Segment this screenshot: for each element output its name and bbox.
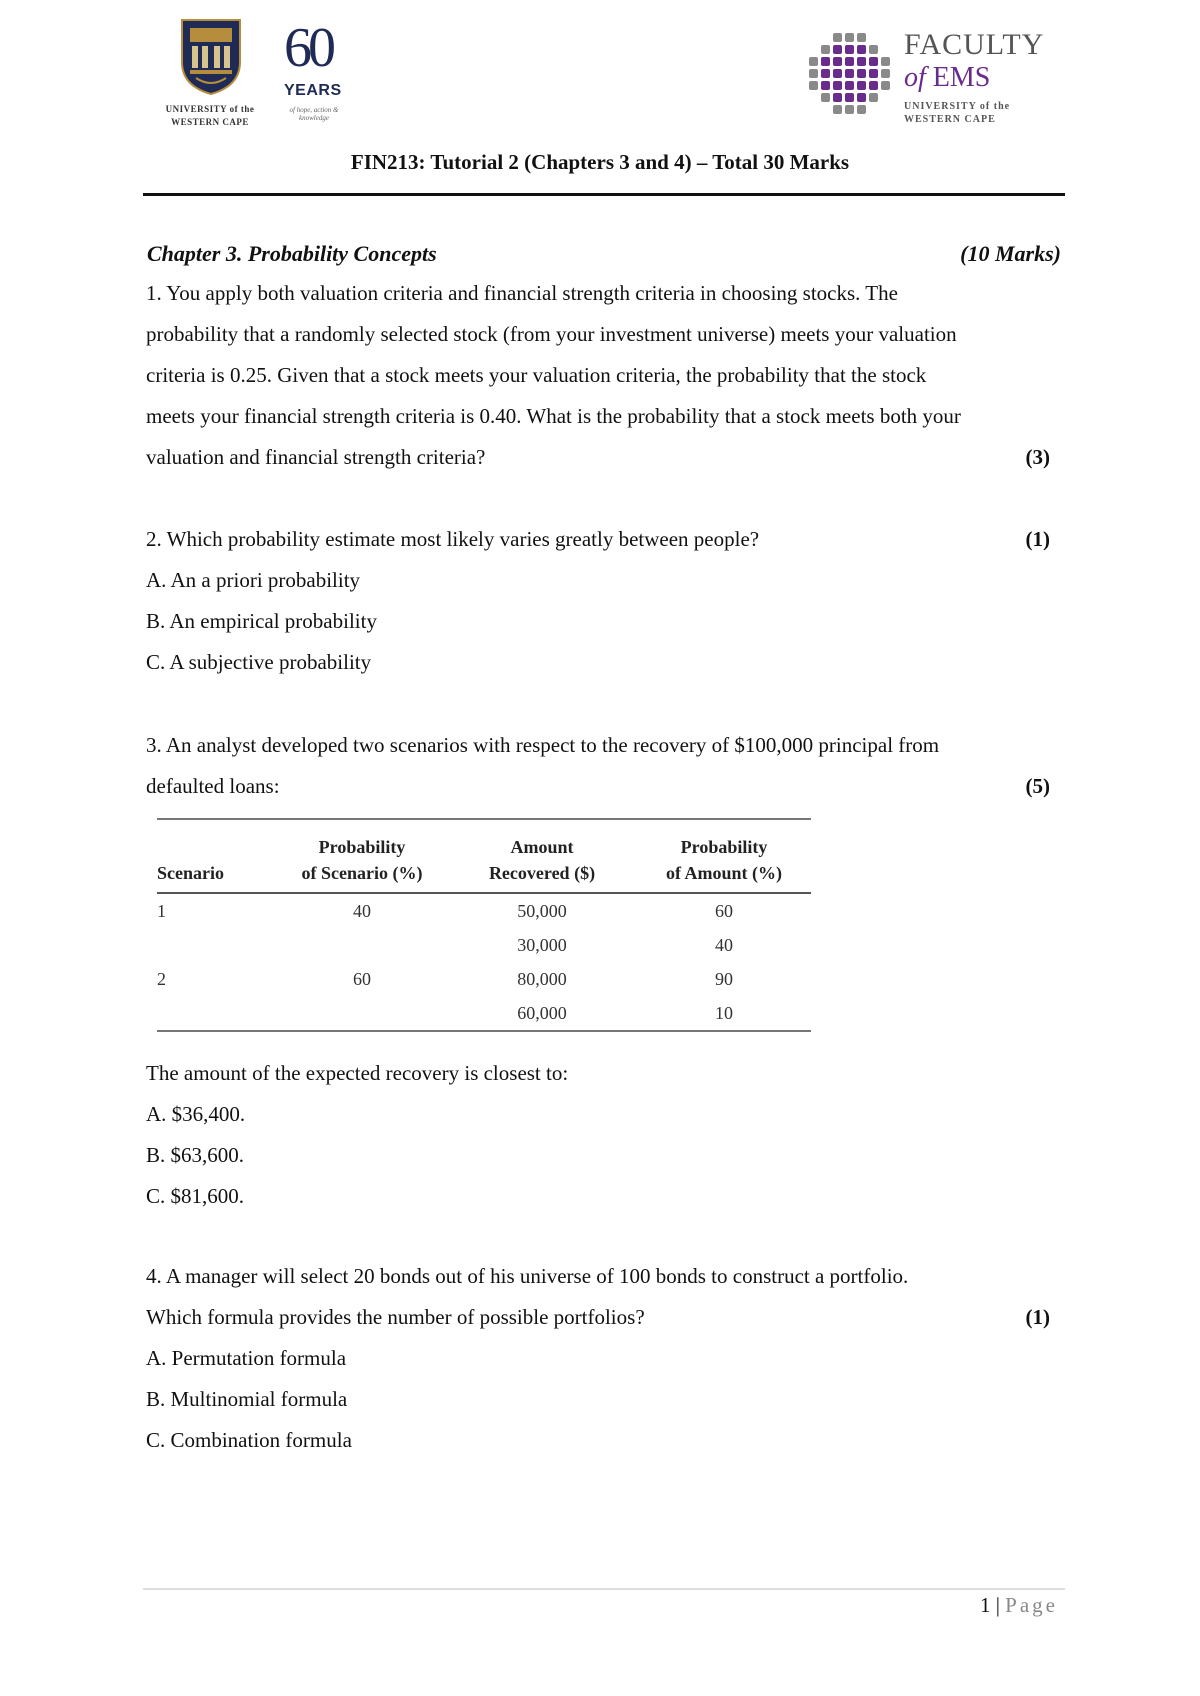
- chapter-heading: Chapter 3. Probability Concepts: [147, 241, 437, 266]
- ems-grid-dot: [869, 93, 878, 102]
- q2-option: C. A subjective probability: [146, 650, 372, 674]
- q1-line: valuation and financial strength criteria?: [146, 445, 486, 469]
- q2-marks: (1): [1025, 527, 1050, 551]
- q4-option: C. Combination formula: [146, 1428, 352, 1452]
- ems-of-line: [904, 62, 990, 94]
- table-row: [157, 893, 811, 928]
- recovery-scenarios-table: [157, 818, 811, 1032]
- ems-grid-dot: [881, 69, 890, 78]
- ems-grid-dot: [821, 57, 830, 66]
- q3-marks: (5): [1025, 774, 1050, 798]
- ems-grid-dot: [869, 69, 878, 78]
- ems-grid-dot: [869, 81, 878, 90]
- q2-stem: 2. Which probability estimate most likely varies greatly between people?: [146, 527, 760, 551]
- header-line: Probability: [318, 837, 406, 857]
- ems-grid-dot: [845, 69, 854, 78]
- ems-univ-line1: UNIVERSITY of the: [904, 101, 1011, 112]
- q3-option: A. $36,400.: [146, 1102, 246, 1126]
- header-line: of Amount (%): [666, 863, 782, 883]
- page-number-value: 1: [979, 1593, 991, 1617]
- years-word: YEARS: [284, 82, 342, 99]
- table-header-row: [157, 819, 811, 893]
- ems-grid-dot: [845, 81, 854, 90]
- years-number-text: 60: [284, 17, 332, 79]
- ems-grid-dot: [845, 57, 854, 66]
- q4-option: A. Permutation formula: [146, 1346, 347, 1370]
- page-label: Page: [1005, 1593, 1058, 1617]
- q3-answer-block: [146, 1053, 1066, 1217]
- q3-line: defaulted loans:: [146, 774, 280, 798]
- ems-grid-dot: [833, 57, 842, 66]
- ems-grid-dot: [857, 45, 866, 54]
- table-cell: 90: [715, 969, 733, 989]
- ems-grid-dot: [881, 57, 890, 66]
- ems-grid-dot: [809, 69, 818, 78]
- ems-grid-dot: [857, 57, 866, 66]
- table-cell: [277, 928, 447, 962]
- table-cell: 2: [157, 969, 166, 989]
- years-number: [284, 18, 332, 78]
- uwc-logo: [160, 14, 260, 134]
- q1-line: 1. You apply both valuation criteria and financial strength criteria in choosing stocks. The: [146, 281, 898, 305]
- ems-grid-dot: [869, 45, 878, 54]
- ems-grid-dot: [809, 57, 818, 66]
- table-cell: 10: [637, 996, 811, 1031]
- ems-university-text: [904, 100, 1010, 126]
- question-1: [146, 273, 1066, 478]
- q1-marks: (3): [1025, 445, 1050, 469]
- ems-grid-dot: [821, 69, 830, 78]
- table-cell: [277, 996, 447, 1031]
- q1-line: probability that a randomly selected stock (from your investment universe) meets your valuation: [146, 322, 957, 346]
- uwc-logo-line2: WESTERN CAPE: [171, 117, 249, 127]
- q3-option: C. $81,600.: [146, 1184, 245, 1208]
- ems-faculty-text: FACULTY: [904, 28, 1045, 61]
- ems-grid-dot: [845, 93, 854, 102]
- ems-grid-dot: [845, 33, 854, 42]
- ems-grid-dot: [857, 33, 866, 42]
- ems-grid-dot: [857, 105, 866, 114]
- table-cell: 60: [353, 969, 371, 989]
- chapter-marks: (10 Marks): [960, 241, 1061, 266]
- table-cell: [157, 996, 277, 1031]
- ems-grid-dot: [881, 81, 890, 90]
- ems-grid-dot: [821, 45, 830, 54]
- table-row: [157, 928, 811, 962]
- question-3: [146, 725, 1066, 807]
- page-number: [980, 1590, 1058, 1620]
- ems-grid-dot: [857, 93, 866, 102]
- q1-line: meets your financial strength criteria is 0.40. What is the probability that a stock meets both your: [146, 404, 961, 428]
- header-line: of Scenario (%): [301, 863, 423, 883]
- header-line: Recovered ($): [488, 863, 596, 883]
- question-2: [146, 519, 1066, 683]
- ems-grid-dot: [869, 57, 878, 66]
- ems-dot-grid-icon: [808, 32, 894, 118]
- document-title: FIN213: Tutorial 2 (Chapters 3 and 4) – Total 30 Marks: [350, 150, 850, 174]
- uwc-crest-icon: [180, 18, 242, 96]
- table-cell: 40: [353, 901, 371, 921]
- column-header: [157, 819, 277, 893]
- ems-grid-dot: [845, 45, 854, 54]
- ems-grid-dot: [833, 93, 842, 102]
- header-line: Amount: [510, 837, 574, 857]
- q3-option: B. $63,600.: [146, 1143, 245, 1167]
- table-cell: [157, 928, 277, 962]
- q2-option: B. An empirical probability: [146, 609, 377, 633]
- table-cell: 30,000: [517, 935, 567, 955]
- column-header: [277, 819, 447, 893]
- page-separator: |: [995, 1593, 1000, 1617]
- table-cell: 60: [715, 901, 733, 921]
- q2-option: A. An a priori probability: [146, 568, 361, 592]
- ems-grid-dot: [833, 45, 842, 54]
- faculty-ems-logo: [808, 28, 1048, 128]
- question-4: [146, 1256, 1066, 1461]
- sixty-years-logo: [278, 18, 358, 133]
- q3-line: 3. An analyst developed two scenarios with respect to the recovery of $100,000 principal from: [146, 733, 940, 757]
- q4-line: Which formula provides the number of possible portfolios?: [146, 1305, 645, 1329]
- ems-of-prefix: of: [904, 62, 926, 93]
- ems-grid-dot: [833, 81, 842, 90]
- header-line: Probability: [680, 837, 768, 857]
- header-line: Scenario: [157, 863, 224, 883]
- q1-line: criteria is 0.25. Given that a stock meets your valuation criteria, the probability that the stock: [146, 363, 927, 387]
- table-cell: 1: [157, 901, 166, 921]
- ems-grid-dot: [857, 69, 866, 78]
- uwc-logo-line1: UNIVERSITY of the: [165, 104, 255, 114]
- q4-line: 4. A manager will select 20 bonds out of his universe of 100 bonds to construct a portfolio.: [146, 1264, 909, 1288]
- ems-grid-dot: [833, 105, 842, 114]
- ems-grid-dot: [821, 81, 830, 90]
- table-row: [157, 962, 811, 996]
- table-row: [157, 996, 811, 1031]
- ems-grid-dot: [809, 81, 818, 90]
- column-header: [447, 819, 637, 893]
- q4-option: B. Multinomial formula: [146, 1387, 348, 1411]
- table-cell: 40: [715, 935, 733, 955]
- ems-grid-dot: [833, 69, 842, 78]
- years-tagline: of hope, action & knowledge: [289, 106, 339, 122]
- table-cell: 50,000: [517, 901, 567, 921]
- ems-grid-dot: [821, 93, 830, 102]
- ems-grid-dot: [833, 33, 842, 42]
- ems-grid-dot: [857, 81, 866, 90]
- q3-prompt: The amount of the expected recovery is closest to:: [146, 1061, 569, 1085]
- ems-univ-line2: WESTERN CAPE: [904, 114, 996, 125]
- ems-name: EMS: [932, 62, 991, 93]
- q4-marks: (1): [1025, 1305, 1050, 1329]
- ems-grid-dot: [845, 105, 854, 114]
- column-header: [637, 819, 811, 893]
- footer-divider: [143, 1588, 1065, 1590]
- table-cell: 60,000: [447, 996, 637, 1031]
- table-cell: 80,000: [517, 969, 567, 989]
- title-divider: [143, 193, 1065, 196]
- data-table: [157, 818, 811, 1032]
